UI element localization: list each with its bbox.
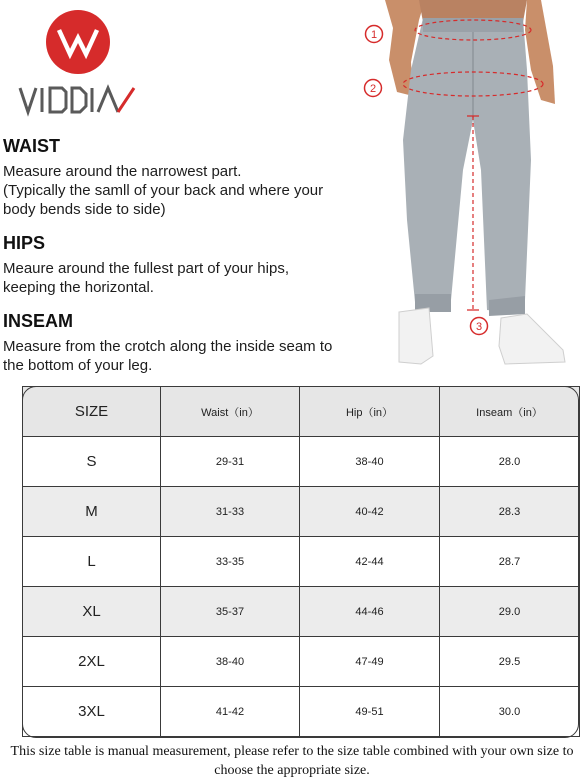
logo-monogram-icon bbox=[46, 10, 110, 74]
right-shoe bbox=[499, 314, 565, 364]
inseam-cell: 28.3 bbox=[440, 487, 580, 537]
inseam-title: INSEAM bbox=[3, 311, 74, 331]
table-row bbox=[23, 537, 580, 587]
inseam-cell: 28.0 bbox=[440, 437, 580, 487]
waistband bbox=[423, 18, 523, 32]
table-row bbox=[23, 637, 580, 687]
inseam-section bbox=[3, 311, 333, 375]
model-illustration bbox=[355, 0, 584, 376]
header-size: SIZE bbox=[23, 387, 161, 437]
brand-logo bbox=[18, 10, 138, 110]
waist-cell: 31-33 bbox=[161, 487, 300, 537]
waist-section bbox=[3, 136, 333, 219]
svg-text:3: 3 bbox=[475, 321, 483, 333]
size-cell: M bbox=[23, 487, 161, 537]
hip-cell: 47-49 bbox=[300, 637, 440, 687]
hips-section bbox=[3, 233, 333, 297]
header-hip: Hip（in） bbox=[300, 387, 440, 437]
inseam-cell: 29.5 bbox=[440, 637, 580, 687]
size-cell: L bbox=[23, 537, 161, 587]
waist-title: WAIST bbox=[3, 136, 60, 156]
logo-emblem bbox=[46, 10, 110, 74]
logo-wordmark bbox=[18, 82, 138, 122]
header-waist: Waist（in） bbox=[161, 387, 300, 437]
svg-text:1: 1 bbox=[370, 29, 378, 41]
marker-3 bbox=[471, 318, 488, 335]
marker-2 bbox=[365, 80, 382, 97]
table-row bbox=[23, 487, 580, 537]
hips-title: HIPS bbox=[3, 233, 46, 253]
table-row bbox=[23, 437, 580, 487]
hips-description: Meaure around the fullest part of your hips, keeping the horizontal. bbox=[3, 260, 289, 296]
inseam-cell: 29.0 bbox=[440, 587, 580, 637]
hip-cell: 42-44 bbox=[300, 537, 440, 587]
waist-cell: 29-31 bbox=[161, 437, 300, 487]
waist-cell: 41-42 bbox=[161, 687, 300, 737]
hip-cell: 49-51 bbox=[300, 687, 440, 737]
size-cell: S bbox=[23, 437, 161, 487]
waist-description: Measure around the narrowest part. (Typically the samll of your back and where your body bends side to side) bbox=[3, 163, 324, 218]
left-shoe bbox=[399, 308, 433, 364]
right-arm bbox=[525, 0, 555, 104]
hip-cell: 38-40 bbox=[300, 437, 440, 487]
marker-1 bbox=[366, 26, 383, 43]
hip-cell: 40-42 bbox=[300, 487, 440, 537]
hip-cell: 44-46 bbox=[300, 587, 440, 637]
waist-cell: 33-35 bbox=[161, 537, 300, 587]
jogger-pants bbox=[403, 18, 531, 312]
inseam-cell: 30.0 bbox=[440, 687, 580, 737]
waist-cell: 35-37 bbox=[161, 587, 300, 637]
size-chart-table bbox=[22, 386, 580, 737]
waist-cell: 38-40 bbox=[161, 637, 300, 687]
inseam-cell: 28.7 bbox=[440, 537, 580, 587]
size-note: This size table is manual measurement, please refer to the size table combined with your own size to choose the appropriate size. bbox=[10, 744, 574, 778]
header-inseam: Inseam（in） bbox=[440, 387, 580, 437]
size-cell: 3XL bbox=[23, 687, 161, 737]
size-cell: XL bbox=[23, 587, 161, 637]
inseam-description: Measure from the crotch along the inside seam to the bottom of your leg. bbox=[3, 338, 333, 374]
table-row bbox=[23, 687, 580, 737]
table-header-row bbox=[23, 387, 580, 437]
svg-text:2: 2 bbox=[369, 83, 377, 95]
table-row bbox=[23, 587, 580, 637]
size-cell: 2XL bbox=[23, 637, 161, 687]
